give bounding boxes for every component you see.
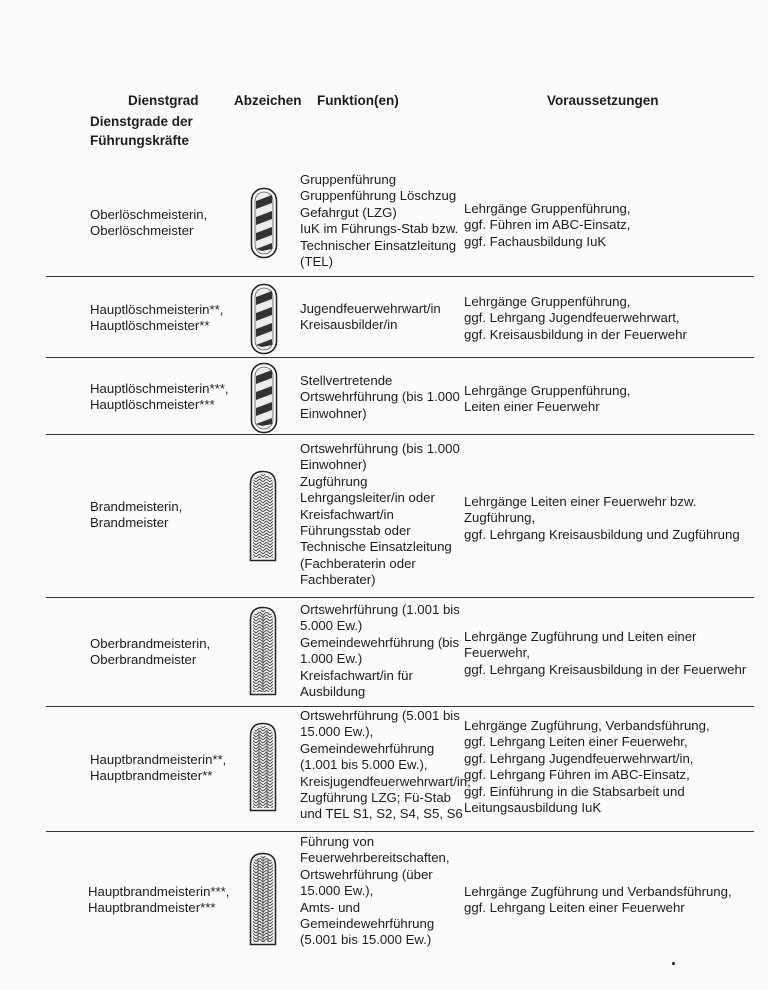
row-divider (46, 276, 754, 277)
rank-cell: Hauptbrandmeisterin***, Hauptbrandmeister*** (88, 884, 230, 916)
oberloeschmeister-badge (250, 187, 278, 259)
requirements-cell: Lehrgänge Leiten einer Feuerwehr bzw. Zugführung, ggf. Lehrgang Kreisausbildung und Zugführung (464, 494, 740, 542)
brandmeister-badge (249, 470, 277, 562)
requirements-cell: Lehrgänge Zugführung und Leiten einer Feuerwehr, ggf. Lehrgang Kreisausbildung in der Feuerwehr (464, 629, 747, 677)
row-divider (46, 434, 754, 435)
rank-cell: Oberbrandmeisterin, Oberbrandmeister (90, 636, 211, 668)
header-voraussetzungen: Voraussetzungen (547, 93, 659, 108)
rank-cell: Brandmeisterin, Brandmeister (90, 499, 183, 531)
row-divider (46, 597, 754, 598)
function-cell: Jugendfeuerwehrwart/in Kreisausbilder/in (300, 301, 441, 333)
header-dienstgrad: Dienstgrad (128, 93, 199, 108)
hauptbrandmeister-3-badge (249, 852, 277, 946)
hauptloeschmeister-2-badge (250, 283, 278, 355)
scan-speck (672, 962, 675, 965)
subheading-fuehrungskraefte: Dienstgrade der Führungskräfte (90, 114, 193, 148)
function-cell: Ortswehrführung (5.001 bis 15.000 Ew.), Gemeindewehrführung (1.001 bis 5.000 Ew.), Kreisjugendfeuerwehrwart/in, Zugführung LZG; Fü-Stab und TEL S1, S2, S4, S5, S6 (300, 708, 471, 822)
requirements-cell: Lehrgänge Gruppenführung, ggf. Führen im ABC-Einsatz, ggf. Fachausbildung IuK (464, 201, 631, 249)
oberbrandmeister-badge (249, 606, 277, 696)
header-abzeichen: Abzeichen (234, 93, 302, 108)
row-divider (46, 357, 754, 358)
header-funktionen: Funktion(en) (317, 93, 399, 108)
hauptbrandmeister-2-badge (249, 722, 277, 812)
function-cell: Ortswehrführung (bis 1.000 Einwohner) Zugführung Lehrgangsleiter/in oder Kreisfachwart/in Führungsstab oder Technische Einsatzleitung (Fachberaterin oder Fachberater) (300, 441, 460, 588)
rank-cell: Hauptbrandmeisterin**, Hauptbrandmeister** (90, 752, 227, 784)
rank-cell: Hauptlöschmeisterin***, Hauptlöschmeister*** (90, 381, 229, 413)
function-cell: Gruppenführung Gruppenführung Löschzug Gefahrgut (LZG) IuK im Führungs-Stab bzw. Technischer Einsatzleitung (TEL) (300, 172, 459, 270)
row-divider (46, 831, 754, 832)
requirements-cell: Lehrgänge Zugführung und Verbandsführung, ggf. Lehrgang Leiten einer Feuerwehr (464, 884, 732, 916)
hauptloeschmeister-3-badge (250, 362, 278, 434)
rank-cell: Hauptlöschmeisterin**, Hauptlöschmeister** (90, 302, 224, 334)
row-divider (46, 706, 754, 707)
requirements-cell: Lehrgänge Gruppenführung, Leiten einer Feuerwehr (464, 383, 631, 415)
rank-cell: Oberlöschmeisterin, Oberlöschmeister (90, 207, 208, 239)
function-cell: Stellvertretende Ortswehrführung (bis 1.000 Einwohner) (300, 373, 460, 421)
requirements-cell: Lehrgänge Zugführung, Verbandsführung, ggf. Lehrgang Leiten einer Feuerwehr, ggf. Lehrgang Jugendfeuerwehrwart/in, ggf. Lehrgang Führen im ABC-Einsatz, ggf. Einführung in die Stabsarbeit und Leitungsausbildung IuK (464, 718, 710, 816)
requirements-cell: Lehrgänge Gruppenführung, ggf. Lehrgang Jugendfeuerwehrwart, ggf. Kreisausbildung in der Feuerwehr (464, 294, 687, 342)
function-cell: Führung von Feuerwehrbereitschaften, Ortswehrführung (über 15.000 Ew.), Amts- und Gemeindewehrführung (5.001 bis 15.000 Ew.) (300, 834, 450, 948)
function-cell: Ortswehrführung (1.001 bis 5.000 Ew.) Gemeindewehrführung (bis 1.000 Ew.) Kreisfachwart/in für Ausbildung (300, 602, 460, 700)
